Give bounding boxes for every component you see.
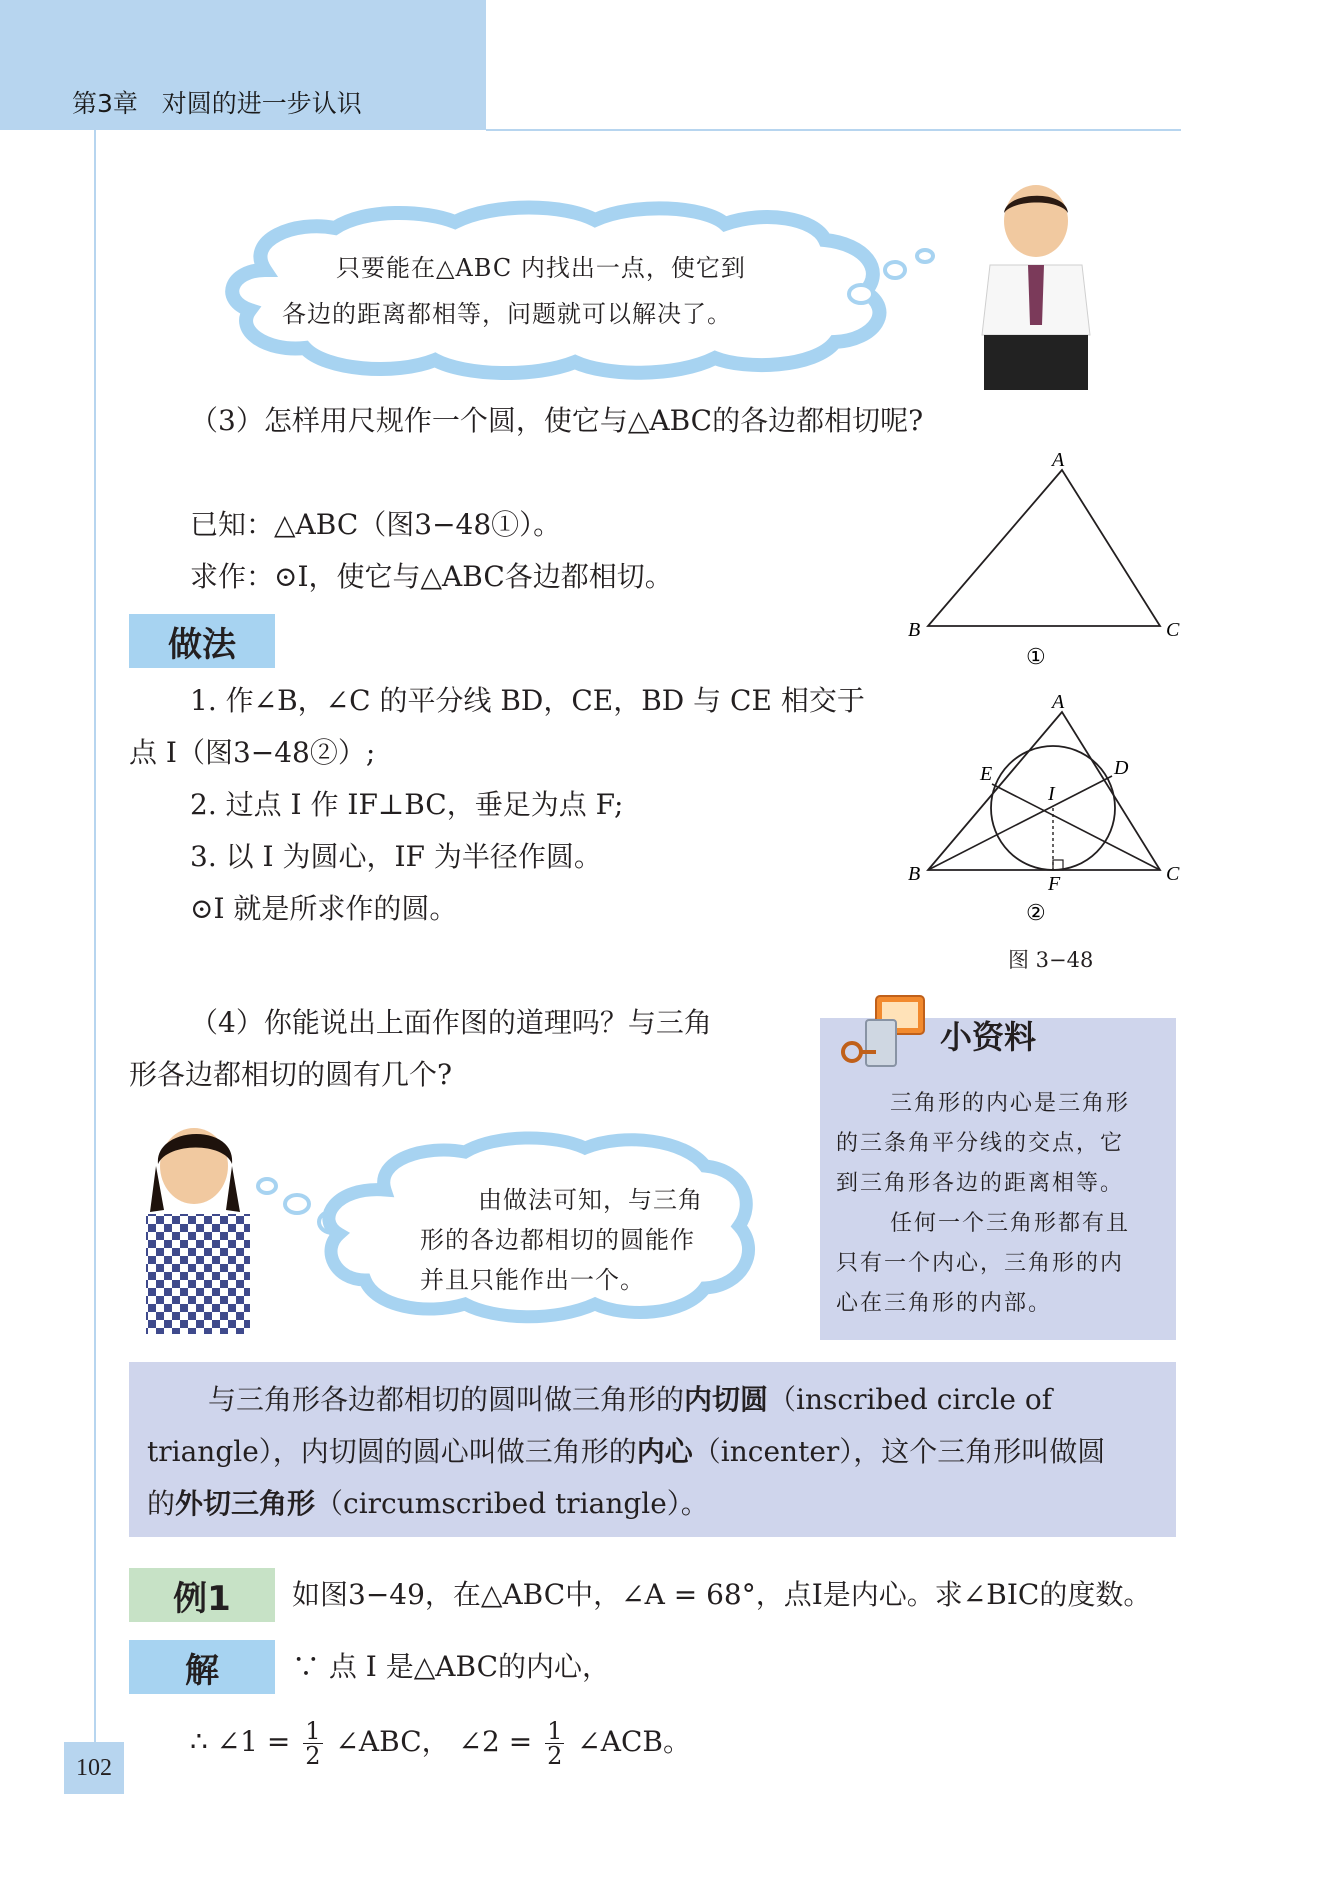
step-1b: 点 I（图3−48②）;	[129, 736, 376, 769]
computer-key-icon	[836, 990, 936, 1070]
info-line-3: 到三角形各边的距离相等。	[836, 1171, 1125, 1196]
bubble1-line1: 只要能在△ABC 内找出一点，使它到	[336, 254, 746, 282]
triangle-abc-2	[928, 712, 1160, 870]
definition-line-3	[147, 1478, 709, 1530]
page-number: 102	[64, 1742, 124, 1794]
boy-illustration	[970, 185, 1100, 395]
solution-line-1: ∵ 点 I 是△ABC的内心，	[292, 1650, 611, 1683]
example-text: 如图3−49，在△ABC中，∠A = 68°，点I是内心。求∠BIC的度数。	[292, 1578, 1152, 1611]
question-4-line1: （4）你能说出上面作图的道理吗？与三角	[190, 1006, 712, 1039]
example-label: 例1	[129, 1568, 275, 1622]
method-label: 做法	[129, 614, 275, 668]
fig2-label-i: I	[1048, 783, 1055, 805]
definition-text-2: （inscribed circle of	[768, 1383, 1053, 1416]
fraction-half-1	[303, 1719, 322, 1768]
given-statement: 已知：△ABC（图3−48①）。	[190, 508, 562, 541]
bisector-ce	[992, 784, 1160, 870]
header-rule	[486, 129, 1181, 131]
definition-line-2	[147, 1426, 1105, 1478]
definition-text-4: （incenter），这个三角形叫做圆	[692, 1435, 1106, 1468]
chapter-title: 对圆的进一步认识	[161, 89, 362, 118]
thought-bubble-boy	[205, 200, 965, 380]
therefore-text: ∴ ∠1 =	[190, 1725, 291, 1758]
figure-caption: 图 3−48	[1008, 948, 1094, 972]
fig2-label-c: C	[1166, 863, 1180, 885]
info-line-5: 只有一个内心，三角形的内	[836, 1251, 1125, 1276]
step-3: 3. 以 I 为圆心，IF 为半径作圆。	[190, 840, 602, 873]
fraction-1-denominator: 2	[305, 1742, 321, 1770]
definition-text-5: 的	[147, 1487, 176, 1520]
fig2-number: ②	[1026, 900, 1046, 925]
question-4-line2: 形各边都相切的圆有几个?	[129, 1058, 453, 1091]
triangle-abc	[928, 470, 1160, 626]
fig2-label-a: A	[1052, 691, 1065, 713]
figure-3-48-1	[900, 440, 1190, 680]
fig2-label-b: B	[908, 863, 921, 885]
solution-end-text: ∠ACB。	[577, 1725, 691, 1758]
chapter-heading	[72, 84, 362, 120]
definition-text-6: （circumscribed triangle）。	[315, 1487, 709, 1520]
term-inscribed-circle: 内切圆	[684, 1383, 769, 1416]
fig2-label-d: D	[1114, 757, 1129, 779]
bisector-bd	[928, 776, 1112, 870]
info-title: 小资料	[940, 1018, 1037, 1056]
fraction-2-numerator: 1	[547, 1717, 563, 1745]
bubble2-line1: 由做法可知，与三角	[478, 1186, 703, 1214]
fig2-label-e: E	[980, 763, 993, 785]
fig1-label-b: B	[908, 619, 921, 641]
info-line-1: 三角形的内心是三角形	[890, 1091, 1131, 1116]
definition-line-1	[208, 1374, 1052, 1426]
info-line-6: 心在三角形的内部。	[836, 1291, 1053, 1316]
left-margin-rule	[94, 130, 96, 1770]
solution-mid-text: ∠ABC， ∠2 =	[335, 1725, 533, 1758]
info-line-4: 任何一个三角形都有且	[890, 1211, 1131, 1236]
step-4: ⊙I 就是所求作的圆。	[190, 892, 458, 925]
info-line-2: 的三条角平分线的交点，它	[836, 1131, 1125, 1156]
term-circumscribed-triangle: 外切三角形	[175, 1487, 316, 1520]
bubble2-line2: 形的各边都相切的圆能作	[420, 1226, 695, 1254]
solution-label: 解	[129, 1640, 275, 1694]
bubble1-line2: 各边的距离都相等，问题就可以解决了。	[282, 300, 732, 328]
fig1-label-c: C	[1166, 619, 1180, 641]
fig1-label-a: A	[1052, 449, 1065, 471]
construct-statement: 求作：⊙I，使它与△ABC各边都相切。	[190, 560, 673, 593]
chapter-number: 第3章	[72, 89, 138, 118]
right-angle-mark	[1053, 860, 1063, 870]
fraction-2-denominator: 2	[547, 1742, 563, 1770]
step-1a: 1. 作∠B，∠C 的平分线 BD，CE，BD 与 CE 相交于	[190, 684, 865, 717]
figure-3-48-2	[900, 684, 1190, 934]
fraction-1-numerator: 1	[305, 1717, 321, 1745]
question-3: （3）怎样用尺规作一个圆，使它与△ABC的各边都相切呢?	[190, 404, 924, 437]
term-incenter: 内心	[636, 1435, 693, 1468]
definition-text-3: triangle），内切圆的圆心叫做三角形的	[147, 1435, 637, 1468]
fig1-number: ①	[1026, 644, 1046, 669]
fig2-label-f: F	[1048, 873, 1061, 895]
definition-text-1: 与三角形各边都相切的圆叫做三角形的	[208, 1383, 685, 1416]
solution-line-2	[190, 1712, 691, 1772]
bubble2-line3: 并且只能作出一个。	[420, 1266, 645, 1294]
fraction-half-2	[545, 1719, 564, 1768]
step-2: 2. 过点 I 作 IF⊥BC，垂足为点 F;	[190, 788, 624, 821]
girl-illustration	[132, 1120, 262, 1340]
